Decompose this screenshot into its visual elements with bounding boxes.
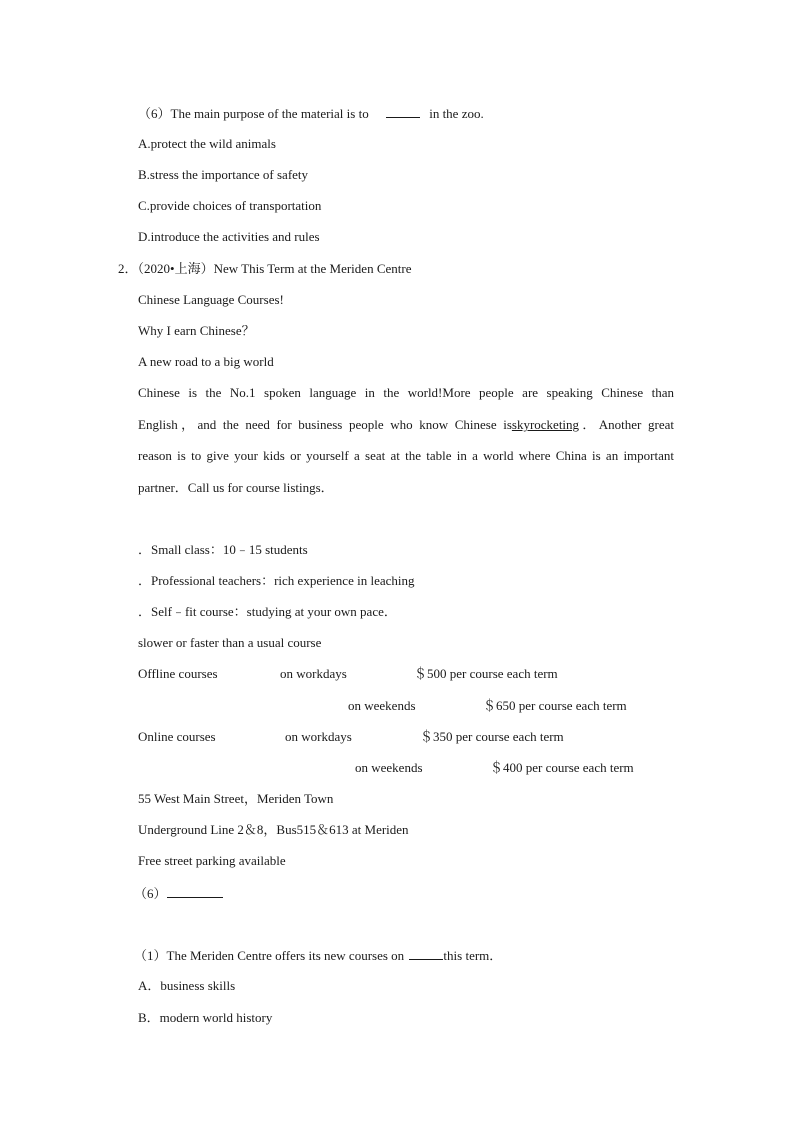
paragraph-line-1: Chinese is the No.1 spoken language in the world!More people are speaking Chinese than: [138, 385, 674, 400]
transport-info: Underground Line 2＆8，Bus515＆613 at Meriden: [138, 822, 409, 837]
question-6-label: （6）: [134, 886, 167, 901]
online-workdays-price: ＄350 per course each term: [420, 729, 564, 744]
paragraph-line-2-prefix: English，and the need for business people who know Chinese is: [138, 417, 512, 432]
question-6-blank-line: [134, 885, 223, 902]
passage-title: New This Term at the Meriden Centre: [213, 261, 412, 276]
feature-small-class: ．Small class：10﹣15 students: [138, 542, 308, 557]
online-courses-label: Online courses: [138, 729, 216, 744]
paragraph-line-2-suffix: ．Another great: [579, 417, 674, 432]
question-2-header: [118, 261, 411, 277]
parking-info: Free street parking available: [138, 853, 286, 868]
underlined-word: skyrocketing: [511, 417, 580, 432]
question-1-suffix: this term．: [443, 948, 503, 963]
question-1-stem: [134, 947, 502, 964]
offline-weekends: on weekends: [348, 698, 416, 713]
feature-teachers: ．Professional teachers：rich experience in leaching: [138, 573, 415, 588]
answer-blank[interactable]: [386, 105, 420, 118]
offline-courses-label: Offline courses: [138, 666, 218, 681]
offline-weekends-price: ＄650 per course each term: [483, 698, 627, 713]
pace-note: slower or faster than a usual course: [138, 635, 322, 650]
online-weekends-price: ＄400 per course each term: [490, 760, 634, 775]
option-b: B.stress the importance of safety: [138, 167, 309, 182]
feature-self-fit: ．Self﹣fit course：studying at your own pace．: [138, 604, 397, 619]
online-weekends: on weekends: [355, 760, 423, 775]
option-d: D.introduce the activities and rules: [138, 229, 320, 244]
paragraph-line-4: partner．Call us for course listings．: [138, 480, 334, 495]
online-workdays: on workdays: [285, 729, 352, 744]
passage-tagline: A new road to a big world: [138, 354, 274, 369]
answer-blank[interactable]: [409, 947, 443, 960]
prev-question-6-stem: [138, 105, 484, 122]
question-1-option-b: B．modern world history: [138, 1010, 273, 1025]
passage-heading: Chinese Language Courses!: [138, 292, 284, 307]
address: 55 West Main Street，Meriden Town: [138, 791, 334, 806]
paragraph-line-2: [138, 417, 674, 433]
offline-workdays: on workdays: [280, 666, 347, 681]
prev-question-6-prefix: （6）The main purpose of the material is to: [138, 106, 369, 121]
offline-workdays-price: ＄500 per course each term: [414, 666, 558, 681]
option-c: C.provide choices of transportation: [138, 198, 322, 213]
question-number: 2．: [118, 261, 138, 276]
question-source: （2020•上海）: [137, 261, 214, 276]
paragraph-line-3: reason is to give your kids or yourself a seat at the table in a world where China is an important: [138, 448, 674, 463]
option-a: A.protect the wild animals: [138, 136, 276, 151]
question-1-option-a: A．business skills: [138, 978, 236, 993]
prev-question-6-suffix: in the zoo.: [429, 106, 484, 121]
question-1-prefix: （1）The Meriden Centre offers its new courses on: [134, 948, 405, 963]
answer-blank[interactable]: [167, 885, 223, 898]
passage-subheading: Why I earn Chinese？: [138, 323, 255, 338]
